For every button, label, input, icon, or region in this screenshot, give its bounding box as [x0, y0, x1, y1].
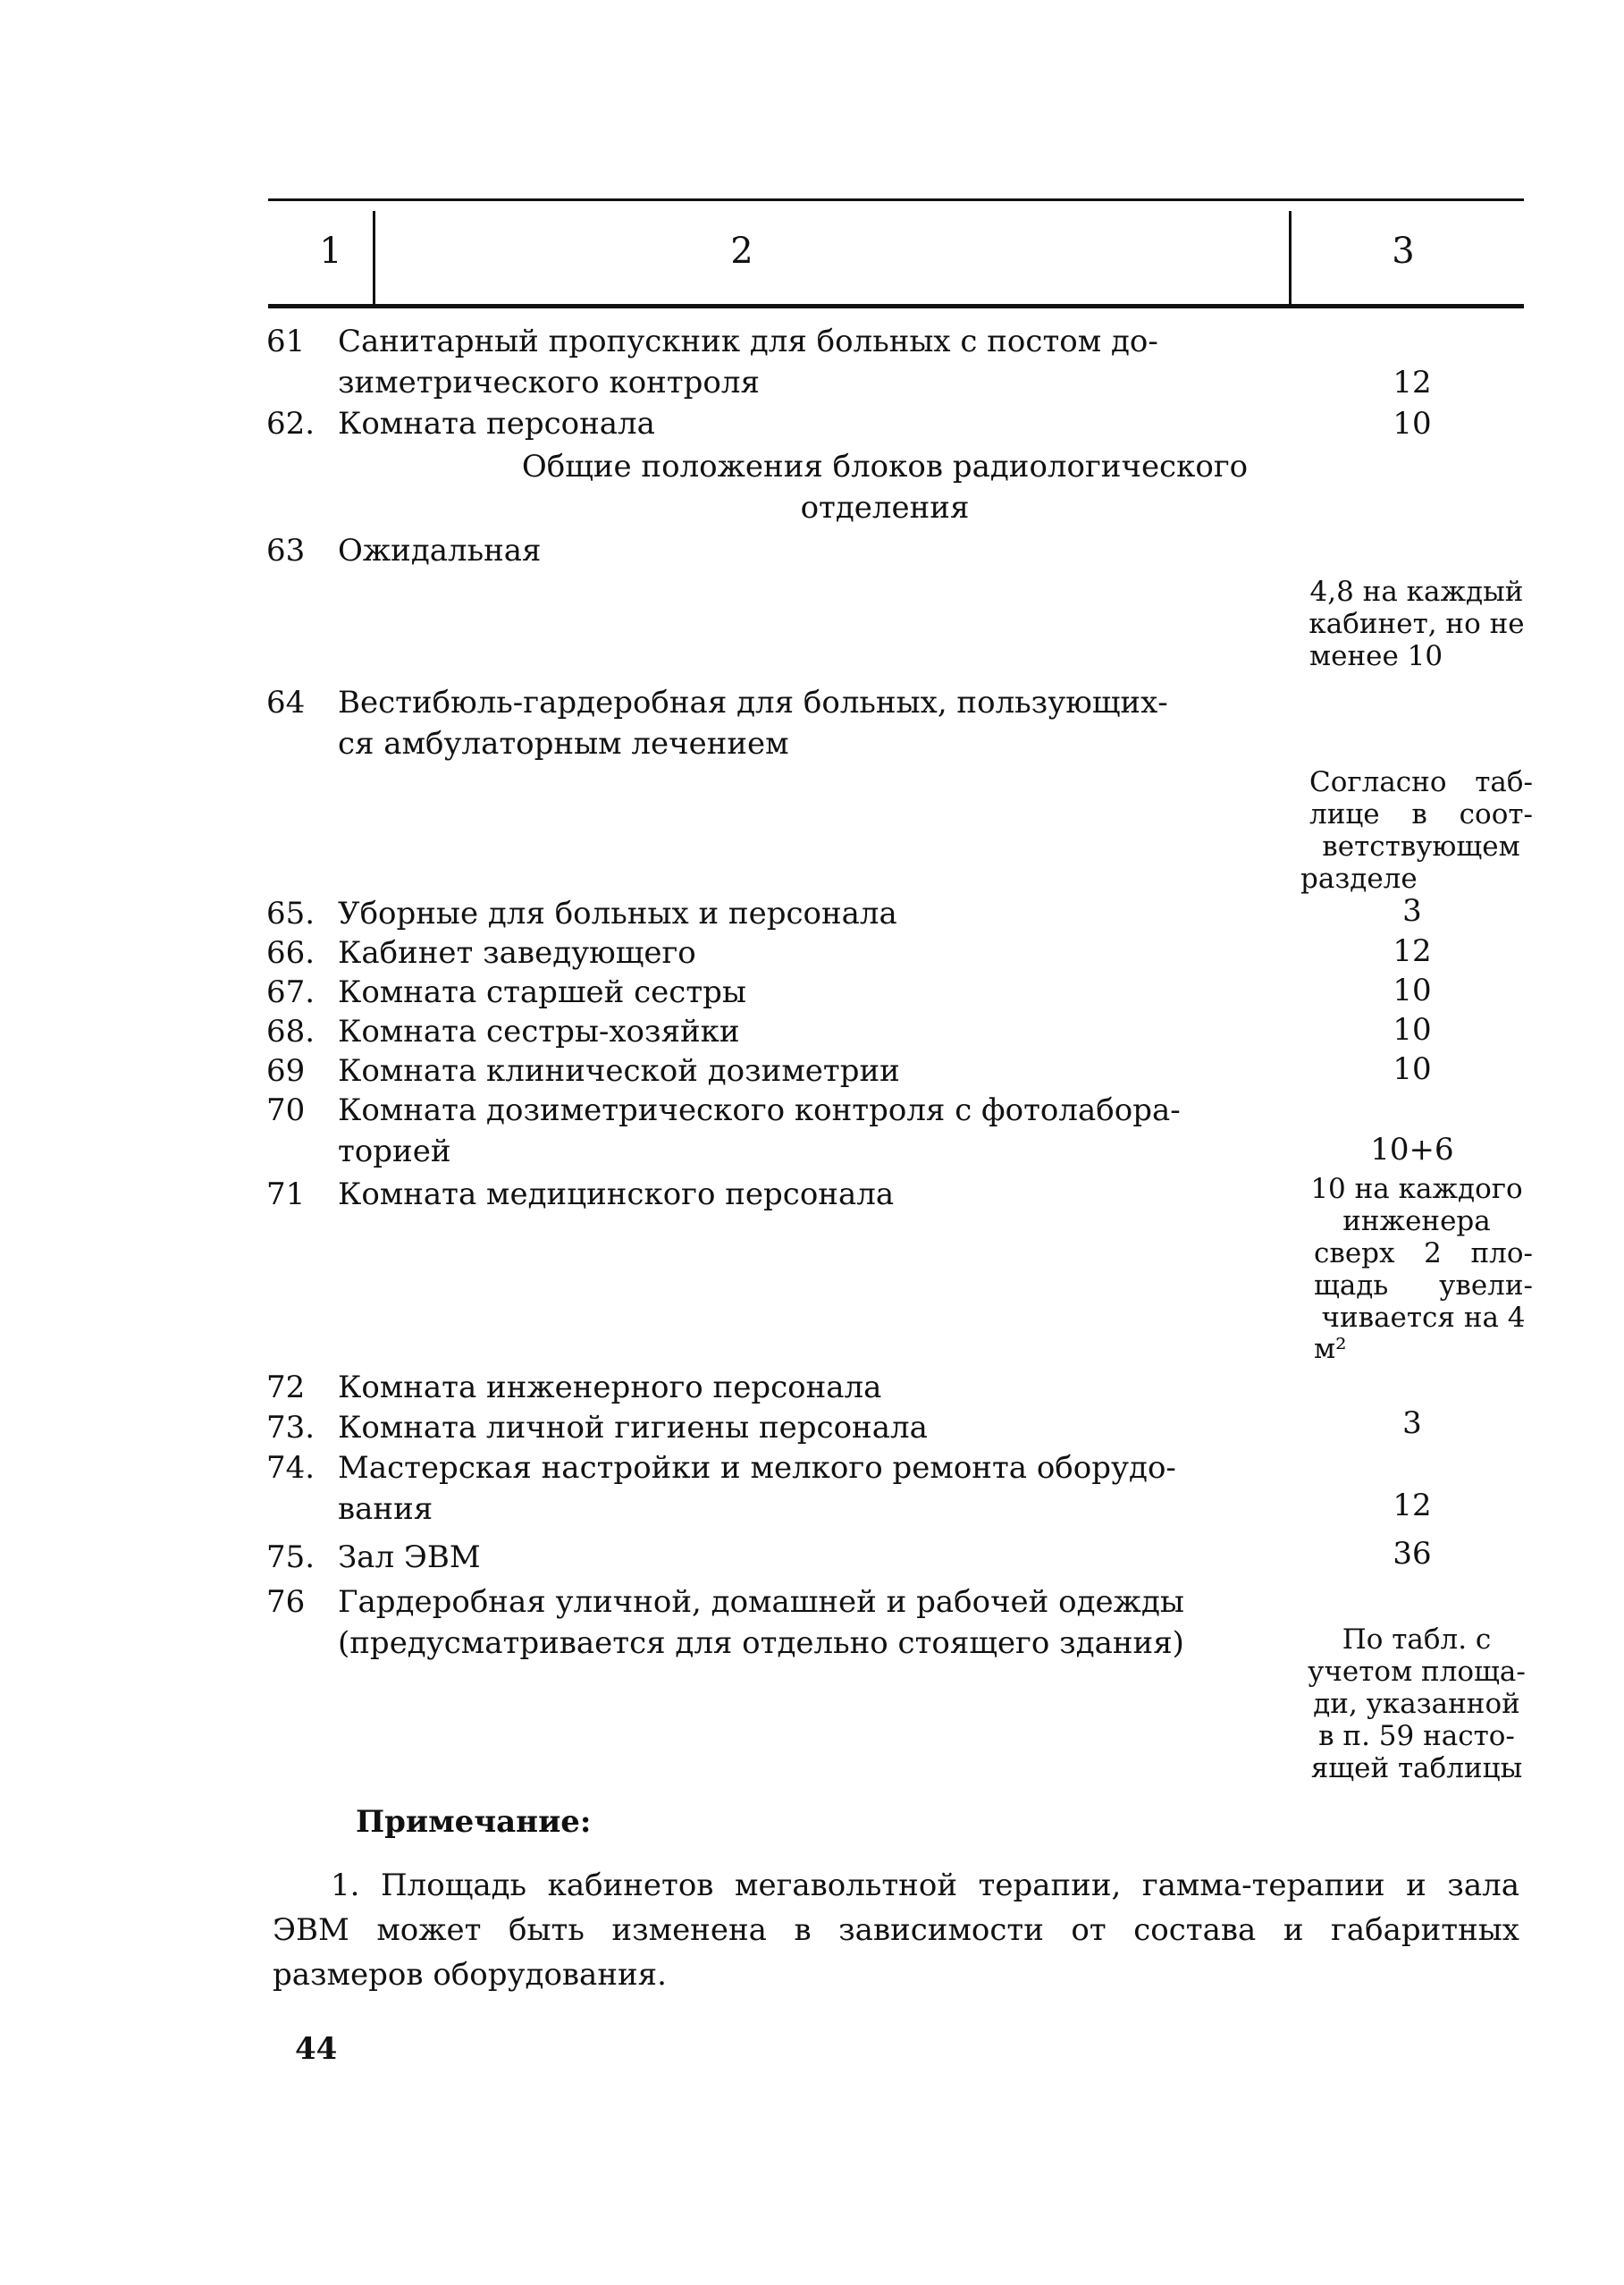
row-value: м²	[1314, 1333, 1347, 1365]
table-header-bottom-rule	[268, 304, 1524, 308]
row-text: Уборные для больных и персонала	[338, 896, 897, 932]
row-value: 10	[1393, 973, 1432, 1008]
table-header-divider-2	[1289, 211, 1292, 304]
row-text: Зал ЭВМ	[338, 1539, 481, 1575]
row-value: сверх 2 пло-	[1314, 1237, 1533, 1269]
row-number: 63	[266, 533, 306, 569]
row-value: в п. 59 насто-	[1318, 1720, 1515, 1752]
table-header-col-2: 2	[730, 231, 753, 272]
row-value: 10	[1393, 1051, 1432, 1087]
row-number: 67.	[266, 974, 316, 1010]
row-number: 71	[266, 1176, 306, 1212]
row-text: Комната старшей сестры	[338, 974, 746, 1010]
row-value: 10	[1393, 1012, 1432, 1048]
row-value: 12	[1393, 365, 1432, 401]
row-number: 65.	[266, 896, 316, 932]
table-header-col-1: 1	[319, 231, 342, 272]
row-text: Комната персонала	[338, 406, 655, 442]
row-value: кабинет, но не	[1308, 608, 1525, 640]
row-text: Комната дозиметрического контроля с фотолабора-	[338, 1092, 1181, 1128]
row-value: инженера	[1342, 1205, 1491, 1237]
row-number: 70	[266, 1092, 306, 1128]
row-value: менее 10	[1309, 640, 1443, 672]
table-header-divider-1	[373, 211, 375, 304]
row-text: вания	[338, 1491, 433, 1527]
row-value: 4,8 на каждый	[1309, 576, 1524, 608]
row-text: ся амбулаторным лечением	[338, 726, 789, 762]
row-value: 12	[1393, 1488, 1432, 1523]
section-heading: отделения	[800, 490, 970, 526]
row-value: учетом площа-	[1308, 1656, 1526, 1688]
row-number: 68.	[266, 1014, 316, 1050]
row-value: разделе	[1300, 863, 1418, 895]
row-text: торией	[338, 1134, 451, 1169]
row-text: Ожидальная	[338, 533, 542, 569]
row-number: 74.	[266, 1450, 316, 1486]
note-title: Примечание:	[356, 1804, 592, 1840]
row-number: 69	[266, 1053, 306, 1089]
row-value: 10 на каждого	[1310, 1173, 1523, 1205]
row-value: 10	[1393, 406, 1432, 442]
row-value: По табл. с	[1342, 1623, 1492, 1656]
row-number: 64	[266, 685, 306, 721]
row-text: Комната сестры-хозяйки	[338, 1014, 740, 1050]
table-header-col-3: 3	[1392, 231, 1415, 272]
table-header-top-rule	[268, 198, 1524, 201]
row-number: 73.	[266, 1410, 316, 1446]
row-text: Мастерская настройки и мелкого ремонта оборудо-	[338, 1450, 1176, 1486]
row-number: 61	[266, 324, 306, 359]
row-value: 3	[1402, 1405, 1422, 1441]
row-value: лице в соот-	[1309, 798, 1533, 831]
note-text: 1. Площадь кабинетов мегавольтной терапии, гамма-терапии и зала ЭВМ может быть изменена в зависимости от состава и габаритных размеров оборудования.	[273, 1868, 1519, 1993]
row-text: Комната личной гигиены персонала	[338, 1410, 928, 1446]
row-text: Санитарный пропускник для больных с постом до-	[338, 324, 1158, 359]
row-value: 12	[1393, 933, 1432, 969]
row-number: 75.	[266, 1539, 316, 1575]
row-text: Комната медицинского персонала	[338, 1176, 895, 1212]
row-text: (предусматривается для отдельно стоящего здания)	[338, 1625, 1184, 1661]
row-value: чивается на 4	[1321, 1302, 1526, 1334]
row-number: 76	[266, 1584, 306, 1620]
row-text: Кабинет заведующего	[338, 935, 696, 971]
row-number: 66.	[266, 935, 316, 971]
row-value: ветствующем	[1322, 831, 1520, 863]
row-value: щадь увели-	[1314, 1269, 1533, 1302]
row-number: 62.	[266, 406, 316, 442]
page-number: 44	[295, 2031, 338, 2067]
section-heading: Общие положения блоков радиологического	[521, 449, 1249, 485]
row-text: зиметрического контроля	[338, 365, 760, 401]
row-text: Комната инженерного персонала	[338, 1370, 882, 1405]
row-value: 3	[1402, 893, 1422, 929]
row-number: 72	[266, 1370, 306, 1405]
row-value: ящей таблицы	[1310, 1752, 1523, 1784]
row-text: Гардеробная уличной, домашней и рабочей одежды	[338, 1584, 1184, 1620]
row-value: ди, указанной	[1313, 1688, 1520, 1720]
row-text: Комната клинической дозиметрии	[338, 1053, 900, 1089]
row-value: Согласно таб-	[1309, 766, 1533, 798]
row-text: Вестибюль-гардеробная для больных, пользующих-	[338, 685, 1168, 721]
row-value: 10+6	[1370, 1132, 1454, 1168]
row-value: 36	[1393, 1536, 1432, 1572]
